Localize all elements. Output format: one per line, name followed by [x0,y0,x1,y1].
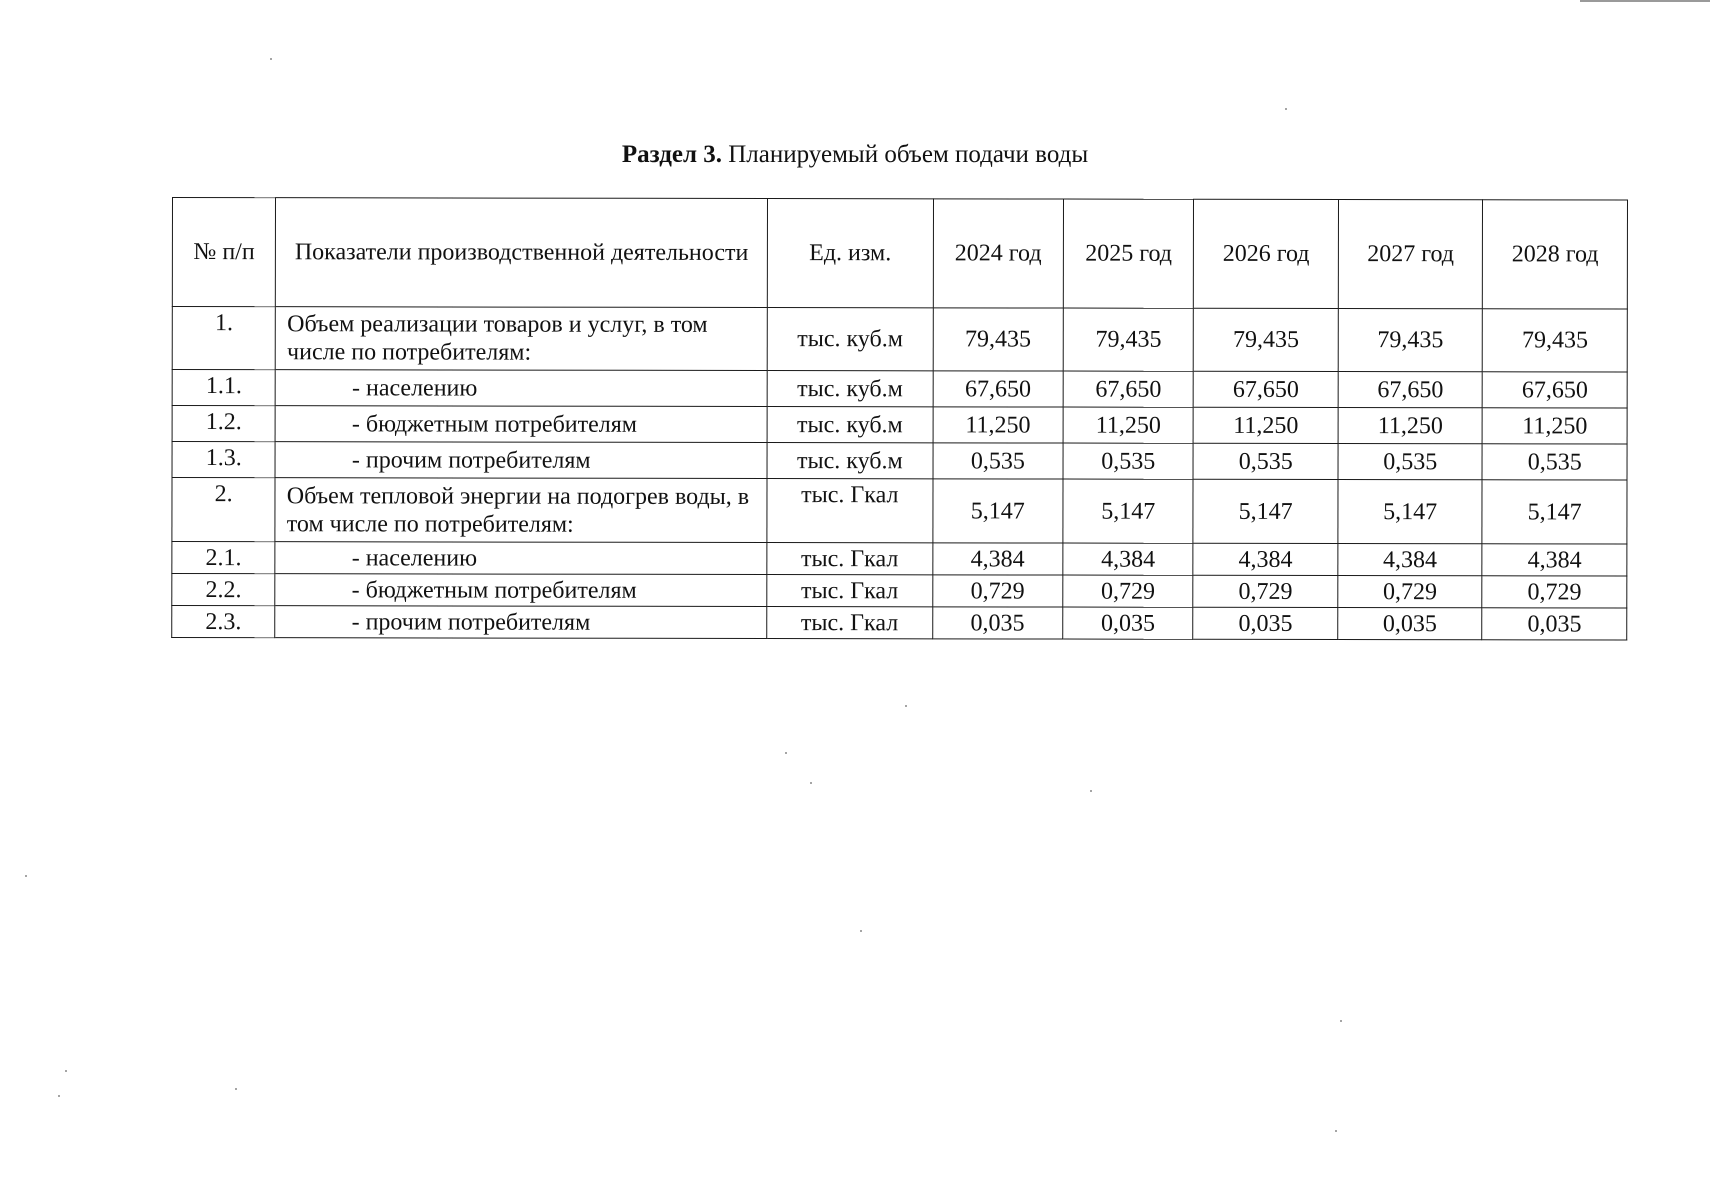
value-2028: 0,535 [1482,444,1627,480]
value-2024: 0,035 [932,607,1062,639]
table-row [172,606,1627,641]
value-2025: 79,435 [1063,308,1194,371]
section-number: Раздел 3. [621,141,722,168]
row-unit: тыс. Гкал [767,575,933,607]
header-unit: Ед. изм. [767,199,933,308]
scan-speck [905,705,907,707]
value-2025: 67,650 [1063,371,1194,407]
row-number: 1.2. [172,406,275,442]
value-2027: 5,147 [1338,480,1483,544]
value-2026: 0,535 [1193,443,1338,479]
row-unit: тыс. куб.м [767,443,933,479]
value-2024: 11,250 [933,407,1064,443]
page-title [0,139,1710,171]
value-2028: 0,729 [1482,576,1627,608]
value-2026: 79,435 [1194,308,1339,371]
value-2026: 0,729 [1193,575,1338,607]
value-2026: 5,147 [1193,479,1338,543]
row-indicator: - населению [275,370,767,407]
value-2027: 79,435 [1338,309,1483,372]
header-year-2025: 2025 год [1063,199,1194,308]
value-2028: 5,147 [1482,480,1627,544]
value-2025: 5,147 [1063,479,1194,543]
table-row [172,478,1627,545]
table-header-row [172,198,1627,310]
scan-speck [1090,790,1092,792]
scan-speck [58,1095,60,1097]
row-unit: тыс. Гкал [767,543,933,575]
value-2027: 67,650 [1338,372,1483,408]
scan-speck [1285,108,1287,110]
value-2024: 0,729 [932,575,1062,607]
row-indicator: - прочим потребителям [275,606,767,639]
scan-speck [810,782,812,784]
value-2027: 0,729 [1338,576,1483,608]
header-year-2024: 2024 год [933,199,1064,308]
value-2028: 0,035 [1482,608,1627,640]
water-supply-table [171,197,1628,641]
row-unit: тыс. Гкал [767,607,933,639]
row-number: 1. [172,307,275,370]
table-row [172,406,1627,445]
value-2025: 0,535 [1063,443,1194,479]
value-2027: 0,535 [1338,444,1483,480]
value-2026: 0,035 [1193,607,1338,639]
scan-edge-line [1580,0,1710,2]
row-number: 2.1. [172,542,275,574]
value-2026: 67,650 [1194,371,1339,407]
row-indicator: - бюджетным потребителям [275,574,767,607]
row-number: 2.3. [172,606,275,638]
value-2026: 11,250 [1194,407,1339,443]
table-row [172,574,1627,609]
value-2024: 67,650 [933,371,1064,407]
row-indicator: Объем реализации товаров и услуг, в том числе по потребителям: [276,307,768,371]
row-number: 1.1. [172,370,275,406]
row-unit: тыс. куб.м [767,308,933,371]
value-2028: 79,435 [1483,309,1628,372]
row-indicator: - бюджетным потребителям [275,406,767,443]
header-year-2028: 2028 год [1483,200,1628,309]
section-title: Планируемый объем подачи воды [722,141,1089,168]
scan-speck [65,1070,67,1072]
row-indicator: - прочим потребителям [275,442,767,479]
value-2027: 0,035 [1338,608,1483,640]
value-2027: 4,384 [1338,544,1483,576]
table-row [172,542,1627,577]
scan-speck [1335,1130,1337,1132]
value-2025: 4,384 [1063,543,1193,575]
value-2025: 0,729 [1063,575,1193,607]
scan-speck [1340,1020,1342,1022]
header-year-2026: 2026 год [1194,199,1339,308]
header-year-2027: 2027 год [1338,200,1483,309]
scan-speck [235,1088,237,1090]
row-indicator: - населению [275,542,767,575]
value-2024: 0,535 [933,443,1064,479]
header-num: № п/п [172,198,276,307]
value-2026: 4,384 [1193,543,1338,575]
scan-speck [25,875,27,877]
row-unit: тыс. куб.м [767,371,933,407]
table-row [172,370,1627,409]
value-2025: 11,250 [1063,407,1194,443]
value-2028: 4,384 [1482,544,1627,576]
table-row [172,442,1627,481]
scan-speck [785,752,787,754]
row-unit: тыс. куб.м [767,407,933,443]
value-2027: 11,250 [1338,408,1483,444]
row-number: 2.2. [172,574,275,606]
value-2024: 5,147 [932,479,1063,543]
value-2024: 4,384 [932,543,1062,575]
header-indicator: Показатели производственной деятельности [276,198,768,308]
value-2025: 0,035 [1063,607,1193,639]
row-unit: тыс. Гкал [767,479,933,543]
scan-speck [270,58,272,60]
value-2024: 79,435 [933,308,1064,371]
scan-speck [860,930,862,932]
row-number: 1.3. [172,442,275,478]
row-number: 2. [172,478,275,542]
value-2028: 67,650 [1483,372,1628,408]
table-row [172,307,1627,373]
row-indicator: Объем тепловой энергии на подогрев воды, в том числе по потребителям: [275,478,767,543]
value-2028: 11,250 [1483,408,1628,444]
